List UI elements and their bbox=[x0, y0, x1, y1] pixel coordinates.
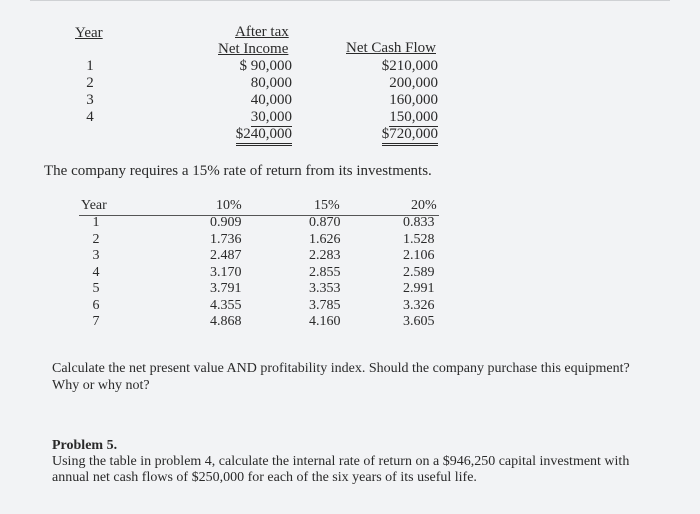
pv-years-column bbox=[86, 215, 106, 331]
pv-rate-15-column bbox=[309, 215, 359, 331]
top-divider bbox=[30, 0, 670, 1]
pv-cell: 2.855 bbox=[309, 264, 341, 280]
pv-rate-20-column bbox=[403, 215, 453, 331]
net-income-cell: $ 90,000 bbox=[239, 58, 292, 74]
pv-header-row bbox=[79, 198, 439, 216]
net-income-cell: 30,000 bbox=[250, 109, 292, 125]
pv-cell: 2.991 bbox=[403, 281, 435, 296]
net-income-total: $240,000 bbox=[210, 126, 292, 143]
pv-rate-10-column bbox=[210, 215, 260, 331]
pv-cell: 3.791 bbox=[210, 281, 242, 296]
problem5-title: Problem 5. bbox=[52, 438, 118, 453]
pv-year-cell: 1 bbox=[92, 215, 100, 230]
income-header-line1: After tax bbox=[235, 24, 289, 40]
cash-flow-cell: 160,000 bbox=[389, 92, 438, 108]
cash-flow-cell: 150,000 bbox=[389, 109, 438, 125]
year-cell: 4 bbox=[86, 109, 94, 125]
pv-cell: 3.170 bbox=[210, 264, 242, 280]
pv-cell: 1.626 bbox=[309, 231, 341, 247]
year-cell: 1 bbox=[86, 58, 94, 74]
pv-cell: 2.106 bbox=[403, 248, 435, 263]
cash-flow-header: Net Cash Flow bbox=[346, 40, 436, 56]
pv-cell: 0.909 bbox=[210, 215, 242, 230]
pv-cell: 1.528 bbox=[403, 231, 435, 247]
pv-cell: 0.870 bbox=[309, 215, 341, 230]
cash-flow-cell: 200,000 bbox=[389, 75, 438, 91]
year-cell: 2 bbox=[86, 75, 94, 91]
net-income-column bbox=[210, 58, 292, 143]
pv-year-cell: 4 bbox=[92, 264, 100, 280]
pv-cell: 2.589 bbox=[403, 264, 435, 280]
years-column bbox=[80, 58, 100, 126]
pv-year-cell: 2 bbox=[92, 231, 100, 247]
pv-cell: 3.326 bbox=[403, 297, 435, 313]
year-header: Year bbox=[75, 25, 103, 41]
pv-year-header: Year bbox=[81, 198, 107, 213]
pv-rate-header-15: 15% bbox=[314, 198, 340, 213]
pv-cell: 1.736 bbox=[210, 231, 242, 247]
net-income-cell: 40,000 bbox=[250, 92, 292, 108]
question-line2: Why or why not? bbox=[52, 378, 150, 393]
pv-cell: 2.283 bbox=[309, 248, 341, 263]
pv-rate-header-20: 20% bbox=[411, 198, 437, 213]
pv-rate-header-10: 10% bbox=[216, 198, 242, 213]
net-income-cell: 80,000 bbox=[250, 75, 292, 91]
pv-cell: 3.353 bbox=[309, 281, 341, 296]
year-cell: 3 bbox=[86, 92, 94, 108]
question-line1: Calculate the net present value AND profitability index. Should the company purchase this equipment? bbox=[52, 361, 630, 376]
pv-year-cell: 3 bbox=[92, 248, 100, 263]
pv-cell: 2.487 bbox=[210, 248, 242, 263]
pv-cell: 3.785 bbox=[309, 297, 341, 313]
pv-cell: 4.355 bbox=[210, 297, 242, 313]
income-header-line2: Net Income bbox=[218, 41, 289, 57]
pv-cell: 4.160 bbox=[309, 314, 341, 329]
pv-year-cell: 7 bbox=[92, 314, 100, 329]
cash-flow-cell: $210,000 bbox=[381, 58, 438, 74]
net-cash-flow-column bbox=[360, 58, 438, 143]
pv-year-cell: 6 bbox=[92, 297, 100, 313]
problem5-line2: annual net cash flows of $250,000 for each of the six years of its useful life. bbox=[52, 470, 477, 485]
pv-cell: 4.868 bbox=[210, 314, 242, 329]
problem5-line1: Using the table in problem 4, calculate the internal rate of return on a $946,250 capital investment with bbox=[52, 454, 630, 469]
pv-cell: 0.833 bbox=[403, 215, 435, 230]
pv-year-cell: 5 bbox=[92, 281, 100, 296]
requirement-text: The company requires a 15% rate of return from its investments. bbox=[44, 163, 432, 179]
cash-flow-total: $720,000 bbox=[360, 126, 438, 143]
pv-cell: 3.605 bbox=[403, 314, 435, 329]
